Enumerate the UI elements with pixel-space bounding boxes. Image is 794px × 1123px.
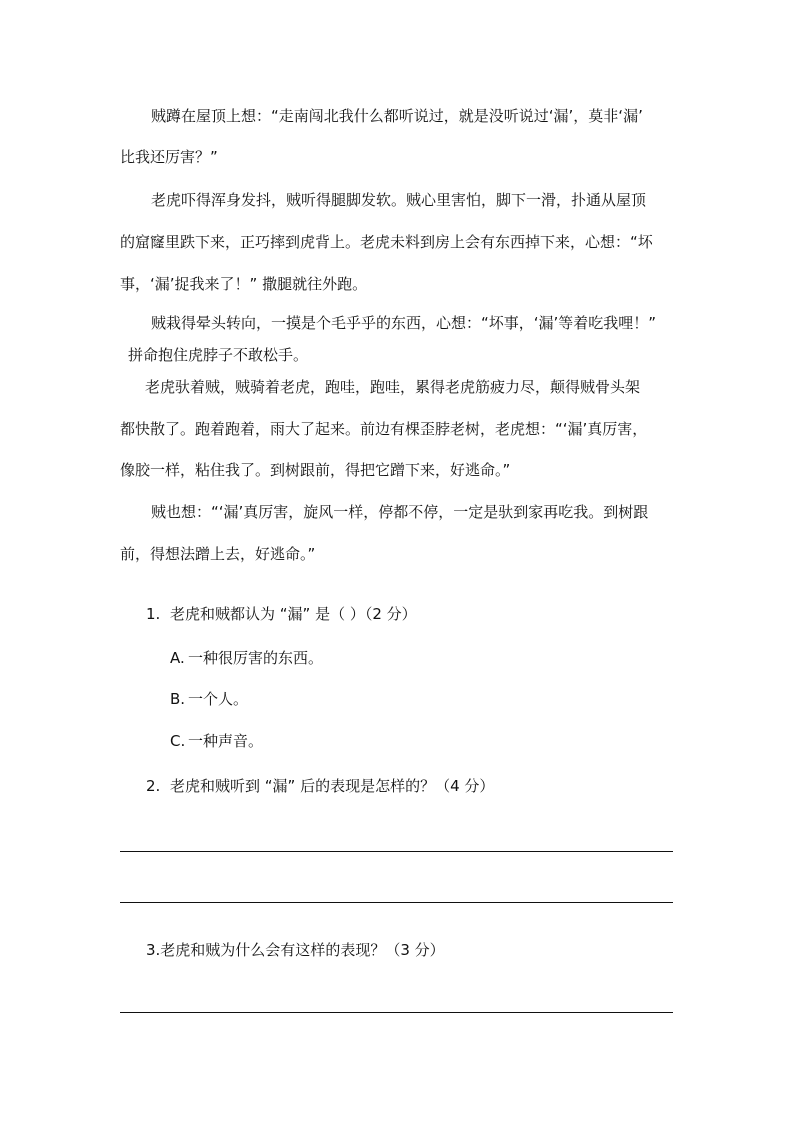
option-text: 一种很厉害的东西。 — [188, 649, 324, 667]
passage-line: 拼命抱住虎脖子不敢松手。 — [128, 346, 309, 364]
passage-line: 的窟窿里跌下来，正巧摔到虎背上。老虎未料到房上会有东西掉下来，心想：“坏 — [120, 233, 653, 251]
passage-line: 前，得想法蹭上去，好逃命。” — [120, 545, 316, 563]
question-number: 1. — [146, 605, 161, 623]
option-text: 一种声音。 — [188, 732, 264, 750]
option-text: 一个人。 — [188, 690, 249, 708]
option-letter: B. — [170, 690, 186, 708]
answer-line[interactable] — [120, 851, 673, 852]
passage-line: 贼蹲在屋顶上想：“走南闯北我什么都听说过，就是没听说过‘漏’，莫非‘漏’ — [151, 107, 643, 125]
passage-line: 像胶一样，粘住我了。到树跟前，得把它蹭下来，好逃命。” — [120, 461, 511, 479]
question-number: 2. — [146, 777, 161, 795]
option-letter: A. — [170, 649, 185, 667]
option-letter: C. — [170, 732, 186, 750]
question-text: 老虎和贼听到 “漏” 后的表现是怎样的？（4 分） — [170, 777, 495, 795]
question-text: 老虎和贼都认为 “漏” 是（ ）（2 分） — [170, 605, 417, 623]
passage-line: 贼栽得晕头转向，一摸是个毛乎乎的东西，心想：“坏事，‘漏’等着吃我哩！” — [151, 314, 657, 332]
passage-line: 贼也想：“‘漏’真厉害，旋风一样，停都不停，一定是驮到家再吃我。到树跟 — [151, 503, 649, 521]
passage-line: 老虎吓得浑身发抖，贼听得腿脚发软。贼心里害怕，脚下一滑，扑通从屋顶 — [151, 191, 647, 209]
passage-line: 都快散了。跑着跑着，雨大了起来。前边有棵歪脖老树，老虎想：“‘漏’真厉害， — [120, 420, 648, 438]
answer-line[interactable] — [120, 1012, 673, 1013]
passage-line: 比我还厉害？” — [120, 148, 218, 166]
passage-line: 老虎驮着贼，贼骑着老虎，跑哇，跑哇，累得老虎筋疲力尽，颠得贼骨头架 — [145, 378, 641, 396]
question-text: 3.老虎和贼为什么会有这样的表现？（3 分） — [146, 941, 445, 959]
answer-line[interactable] — [120, 902, 673, 903]
passage-line: 事，‘漏’捉我来了！” 撒腿就往外跑。 — [120, 275, 368, 293]
